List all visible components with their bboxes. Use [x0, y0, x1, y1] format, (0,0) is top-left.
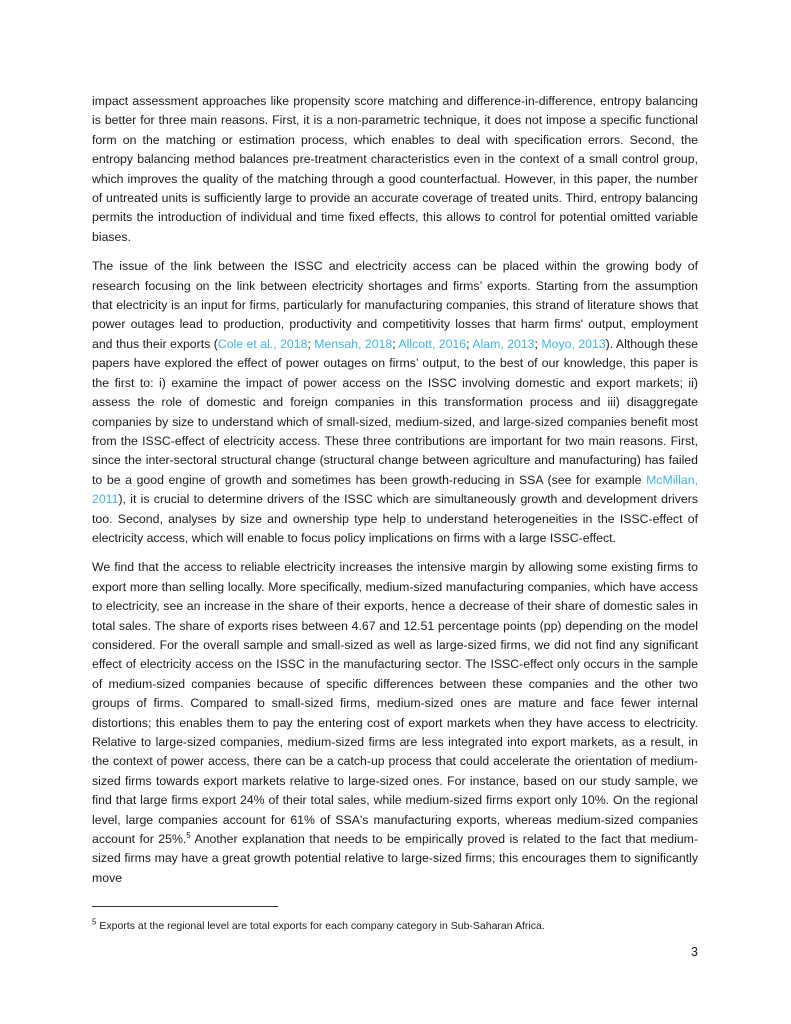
- citation-separator: ;: [392, 336, 399, 351]
- footnote-text: Exports at the regional level are total exports for each company category in Sub-Saharan Africa.: [96, 920, 545, 932]
- citation-moyo-2013[interactable]: Moyo, 2013: [541, 336, 606, 351]
- paragraph-2-text-b: ). Although these papers have explored the effect of power outages on firms’ output, to the best of our knowledge, this paper is the first to: i) examine the impact of power access on the ISSC involving domestic and export markets; ii) assess the role of domestic and foreign companies in this transformation process and iii) disaggregate companies by size to understand which of small-sized, medium-sized, and large-sized companies benefit most from the ISSC-effect of electricity access. These three contributions are important for two main reasons. First, since the inter-sectoral structural change (structural change between agriculture and manufacturing) has failed to be a good engine of growth and sometimes has been growth-reducing in SSA (see for example: [92, 336, 698, 487]
- body-text: [92, 92, 698, 898]
- citation-allcott-2016[interactable]: Allcott, 2016: [398, 336, 467, 351]
- citation-separator: ;: [534, 336, 542, 351]
- citation-mcmillan-2011[interactable]: McMillan, 2011: [92, 472, 698, 507]
- citation-cole-2018[interactable]: Cole et al., 2018: [217, 336, 308, 351]
- citation-separator: ;: [307, 336, 315, 351]
- paragraph-3: [92, 558, 698, 888]
- paragraph-3-text-b: Another explanation that needs to be empirically proved is related to the fact that medium-sized firms may have a great growth potential relative to large-sized firms; this encourages them to significantly move: [92, 832, 698, 885]
- footnote-reference-5[interactable]: 5: [186, 830, 191, 840]
- citation-mensah-2018[interactable]: Mensah, 2018: [314, 336, 393, 351]
- footnote-marker: 5: [92, 917, 97, 927]
- footnote-divider: [92, 906, 278, 907]
- paragraph-2-text-c: ), it is crucial to determine drivers of the ISSC which are simultaneously growth and development drivers too. Second, analyses by size and ownership type help to understand heterogeneities in the ISSC-effect of electricity access, which will enable to focus policy implications on firms with a large ISSC-effect.: [92, 492, 698, 545]
- page-number: 3: [691, 945, 698, 959]
- paragraph-1: [92, 92, 698, 247]
- citation-alam-2013[interactable]: Alam, 2013: [472, 336, 535, 351]
- paragraph-3-text-a: We find that the access to reliable electricity increases the intensive margin by allowing some existing firms to export more than selling locally. More specifically, medium-sized manufacturing companies, which have access to electricity, see an increase in the share of their exports, hence a decrease of their share of domestic sales in total sales. The share of exports rises between 4.67 and 12.51 percentage points (pp) depending on the model considered. For the overall sample and small-sized as well as large-sized firms, we did not find any significant effect of electricity access on the ISSC in the manufacturing sector. The ISSC-effect only occurs in the sample of medium-sized companies because of specific differences between these companies and the other two groups of firms. Compared to small-sized firms, medium-sized ones are mature and face fewer internal distortions; this enables them to pay the entering cost of export markets when they have access to electricity. Relative to large-sized companies, medium-sized firms are less integrated into export markets, as a result, in the context of power access, there can be a catch-up process that could accelerate the orientation of medium-sized firms towards export markets relative to large-sized ones. For instance, based on our study sample, we find that large firms export 24% of their total sales, while medium-sized firms export only 10%. On the regional level, large companies account for 61% of SSA's manufacturing exports, whereas medium-sized companies account for 25%.: [92, 560, 698, 847]
- paragraph-1-text: impact assessment approaches like propensity score matching and difference-in-difference, entropy balancing is better for three main reasons. First, it is a non-parametric technique, it does not impose a specific functional form on the matching or estimation process, which enables to deal with specification errors. Second, the entropy balancing method balances pre-treatment characteristics even in the context of a small control group, which improves the quality of the matching through a good counterfactual. However, in this paper, the number of untreated units is sufficiently large to provide an accurate coverage of treated units. Third, entropy balancing permits the introduction of individual and time fixed effects, this allows to control for potential omitted variable biases.: [92, 94, 698, 244]
- paragraph-2: [92, 257, 698, 548]
- footnote: [92, 919, 698, 933]
- citation-separator: ;: [466, 336, 473, 351]
- paragraph-2-text-a: The issue of the link between the ISSC and electricity access can be placed within the growing body of research focusing on the link between electricity shortages and firms’ exports. Starting from the assumption that electricity is an input for firms, particularly for manufacturing companies, this strand of literature shows that power outages lead to production, productivity and competitivity losses that harm firms' output, employment and thus their exports (: [92, 259, 698, 351]
